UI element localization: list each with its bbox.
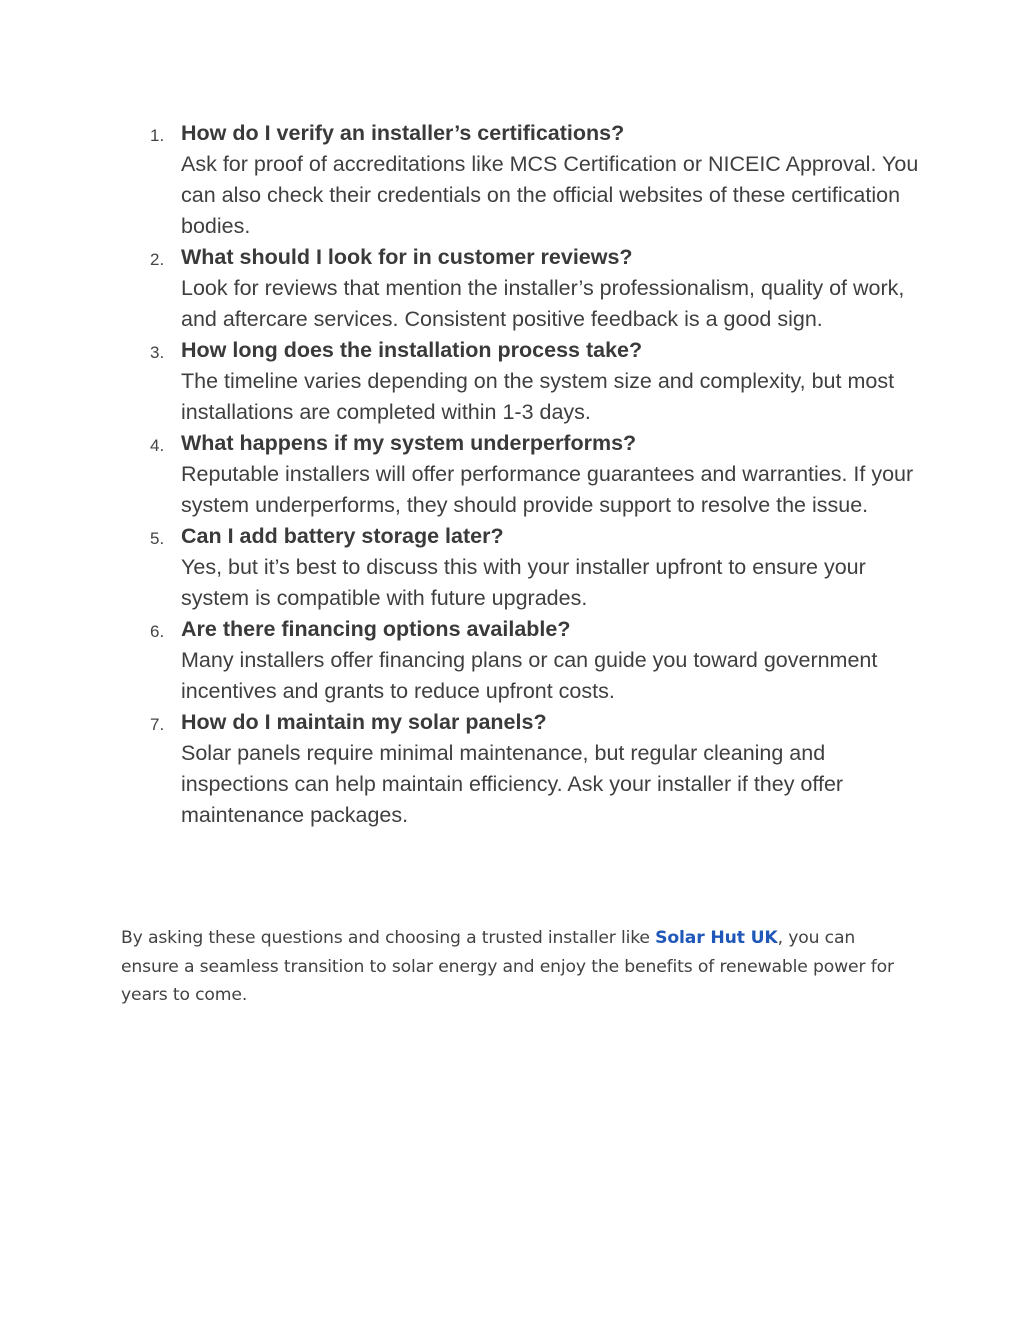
faq-item-5 xyxy=(150,521,920,614)
faq-number: 2. xyxy=(150,250,165,269)
faq-answer: Many installers offer financing plans or can guide you toward government incentives and grants to reduce upfront costs. xyxy=(181,648,878,703)
faq-item-6 xyxy=(150,614,920,707)
faq-answer: Ask for proof of accreditations like MCS Certification or NICEIC Approval. You can also check their credentials on the official websites of these certification bodies. xyxy=(181,152,919,238)
faq-question: What should I look for in customer reviews? xyxy=(181,245,633,269)
faq-number: 4. xyxy=(150,436,165,455)
solar-hut-uk-link[interactable]: Solar Hut UK xyxy=(655,928,778,948)
faq-number: 7. xyxy=(150,715,165,734)
faq-answer: Yes, but it’s best to discuss this with your installer upfront to ensure your system is compatible with future upgrades. xyxy=(181,555,866,610)
faq-answer: Solar panels require minimal maintenance, but regular cleaning and inspections can help maintain efficiency. Ask your installer if they offer maintenance packages. xyxy=(181,741,844,827)
closing-text-end: , you can ensure a seamless transition to solar energy and enjoy the benefits of renewable power for years to come. xyxy=(121,928,894,1005)
faq-number: 3. xyxy=(150,343,165,362)
faq-item-3 xyxy=(150,335,920,428)
faq-answer: Look for reviews that mention the installer’s professionalism, quality of work, and aftercare services. Consistent positive feedback is a good sign. xyxy=(181,276,905,331)
faq-question: What happens if my system underperforms? xyxy=(181,431,637,455)
faq-answer: Reputable installers will offer performance guarantees and warranties. If your system underperforms, they should provide support to resolve the issue. xyxy=(181,462,914,517)
faq-question: How do I verify an installer’s certifications? xyxy=(181,121,625,145)
faq-answer: The timeline varies depending on the system size and complexity, but most installations are completed within 1-3 days. xyxy=(181,369,895,424)
closing-text-start: By asking these questions and choosing a trusted installer like xyxy=(121,928,656,948)
faq-item-7 xyxy=(150,707,920,831)
faq-number: 6. xyxy=(150,622,165,641)
faq-question: How long does the installation process take? xyxy=(181,338,643,362)
faq-number: 5. xyxy=(150,529,165,548)
faq-item-2 xyxy=(150,242,920,335)
faq-item-1 xyxy=(150,118,920,242)
closing-paragraph xyxy=(121,924,911,1010)
faq-list xyxy=(150,118,920,831)
faq-question: How do I maintain my solar panels? xyxy=(181,710,547,734)
faq-question: Can I add battery storage later? xyxy=(181,524,504,548)
faq-item-4 xyxy=(150,428,920,521)
faq-number: 1. xyxy=(150,126,165,145)
faq-question: Are there financing options available? xyxy=(181,617,571,641)
